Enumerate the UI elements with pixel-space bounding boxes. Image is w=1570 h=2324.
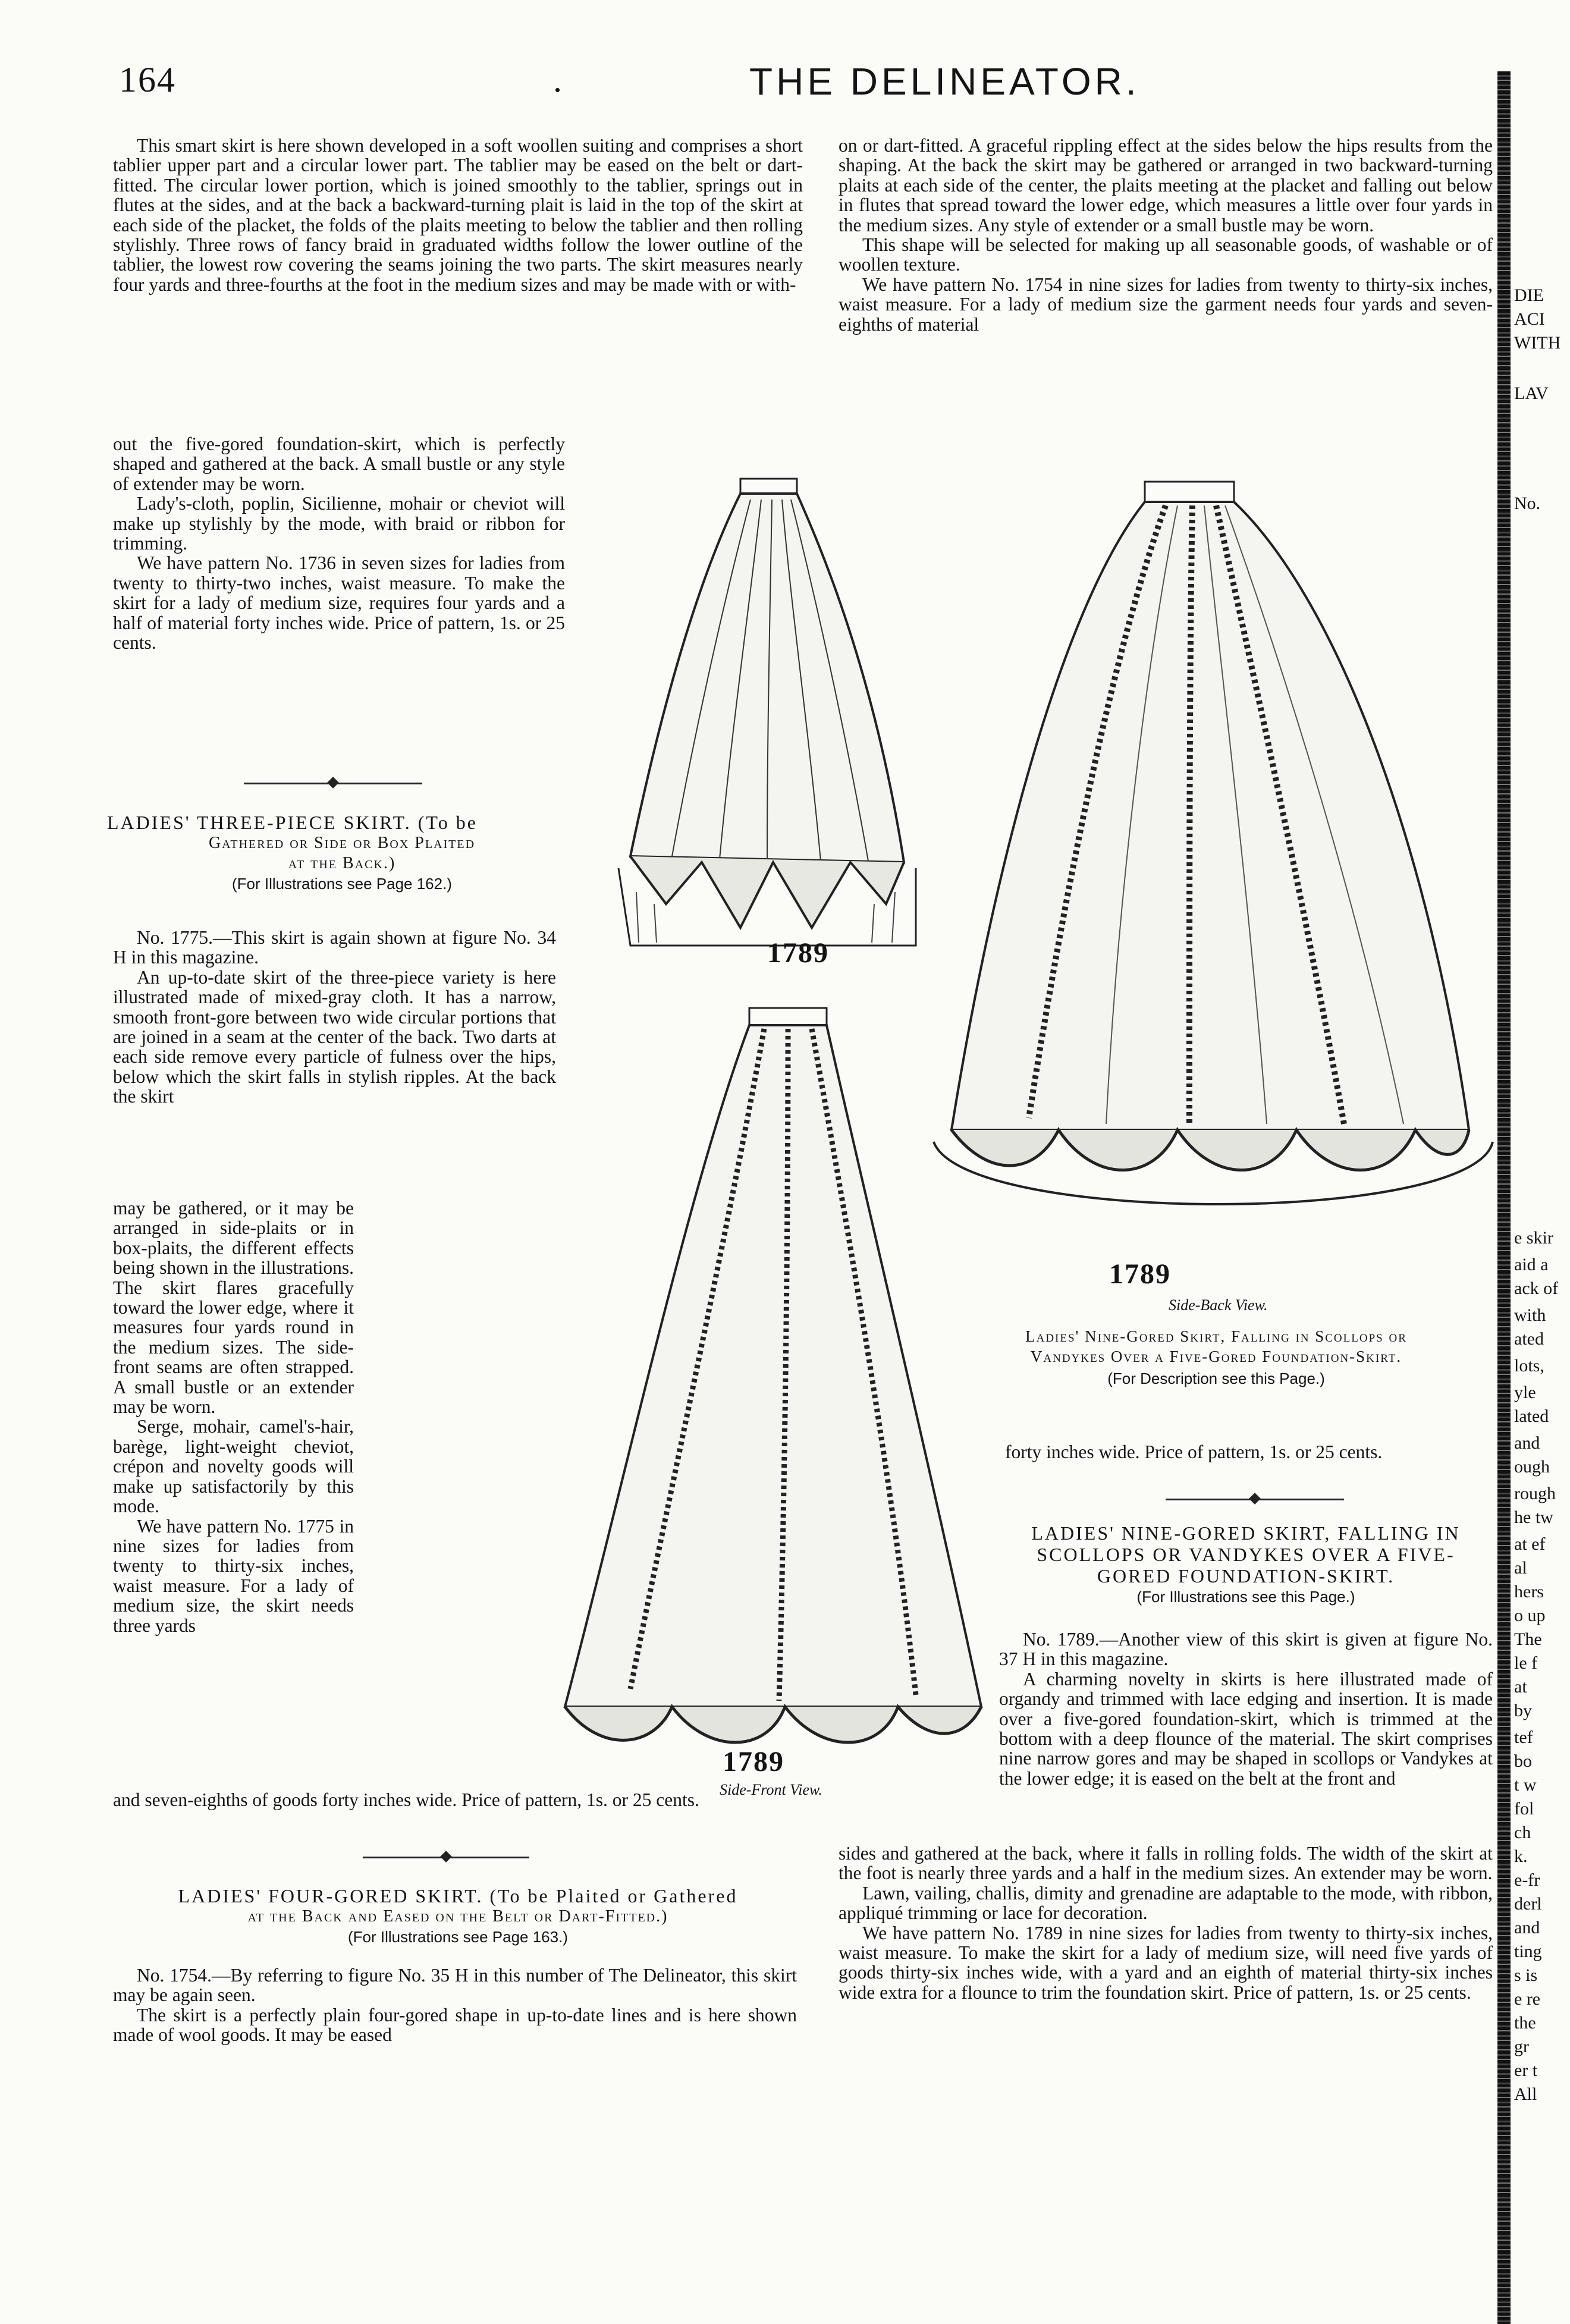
paragraph: We have pattern No. 1789 in nine sizes for ladies from twenty to thirty-six inches, waist measure. To make the skirt for a lady of medium size, will need five yards of goods thirty-six inches wide, with a yard and an eighth of material thirty-six inches wide extra for a flounce to trim the foundation skirt. Price of pattern, 1s. or 25 cents.	[839, 1922, 1493, 2003]
edge-fragment: e re	[1514, 1989, 1541, 2009]
four-gored-title: LADIES' FOUR-GORED SKIRT. (To be Plaited or Gathered	[178, 1885, 738, 1907]
edge-fragment: er t	[1514, 2061, 1538, 2080]
paragraph: sides and gathered at the back, where it falls in rolling folds. The width of the skirt at the foot is nearly three yards and a half in the medium sizes. An extender may be worn.	[839, 1843, 1493, 1884]
nine-gored-text-b	[839, 1844, 1493, 2002]
edge-fragment: WITH	[1514, 333, 1561, 353]
caption-ref: (For Description see this Page.)	[1107, 1370, 1325, 1387]
paragraph: No. 1754.—By referring to figure No. 35 H in this number of The Delineator, this skirt may be again seen.	[113, 1965, 797, 2006]
nine-gored-title-2: SCOLLOPS OR VANDYKES OVER A FIVE-	[1037, 1544, 1455, 1565]
paragraph: We have pattern No. 1736 in seven sizes for ladies from twenty to thirty-two inches, waist measure. To make the skirt for a lady of medium size, requires four yards and a half of material forty inches wide. Price of pattern, 1s. or 25 cents.	[113, 552, 565, 654]
edge-fragment: with	[1514, 1305, 1546, 1325]
figure-number-side-back: 1789	[1109, 1258, 1171, 1290]
caption-title-1: Ladies' Nine-Gored Skirt, Falling in Scollops or	[1025, 1327, 1407, 1345]
four-gored-heading	[107, 1885, 809, 1947]
edge-fragment: LAV	[1514, 384, 1549, 403]
nine-gored-title-3: GORED FOUNDATION-SKIRT.	[1097, 1565, 1395, 1587]
edge-fragment: derl	[1514, 1894, 1542, 1914]
binding-edge	[1493, 71, 1570, 2324]
col2-carry-text	[1005, 1442, 1493, 1462]
side-back-skirt-illustration	[916, 476, 1499, 1261]
edge-fragment: bo	[1514, 1751, 1532, 1771]
three-piece-subtitle-2: at the Back.)	[288, 854, 396, 872]
edge-fragment: ough	[1514, 1457, 1550, 1477]
edge-fragment: DIE	[1514, 285, 1544, 305]
three-piece-ref: (For Illustrations see Page 162.)	[232, 875, 452, 893]
paragraph: Lady's-cloth, poplin, Sicilienne, mohair or cheviot will make up stylishly by the mode, with braid or ribbon for trimming.	[113, 493, 565, 554]
four-gored-subtitle: at the Back and Eased on the Belt or Dart-Fitted.)	[247, 1907, 668, 1926]
edge-fragment: fol	[1514, 1799, 1534, 1819]
paragraph: No. 1789.—Another view of this skirt is given at figure No. 37 H in this magazine.	[999, 1629, 1493, 1670]
edge-fragment: le f	[1514, 1653, 1538, 1673]
page-number: 164	[119, 60, 176, 99]
edge-fragment: al	[1514, 1558, 1527, 1578]
section-rule	[363, 1857, 529, 1858]
col2-top-text	[839, 136, 1493, 334]
edge-fragment: at	[1514, 1677, 1527, 1697]
side-front-skirt-illustration	[553, 1005, 993, 1772]
edge-fragment: and	[1514, 1433, 1540, 1453]
page-header	[119, 59, 1451, 125]
edge-fragment: e skir	[1514, 1228, 1553, 1248]
paragraph: Serge, mohair, camel's-hair, barège, light-weight cheviot, crépon and novelty goods will make up satisfactorily by this mode.	[113, 1416, 354, 1517]
section-rule	[244, 783, 422, 784]
three-piece-text-c	[113, 1790, 797, 1810]
edge-fragment: lated	[1514, 1406, 1549, 1426]
edge-fragment: No.	[1514, 494, 1541, 513]
edge-fragment: ch	[1514, 1823, 1531, 1842]
nine-gored-title-1: LADIES' NINE-GORED SKIRT, FALLING IN	[1031, 1522, 1461, 1544]
paragraph: and seven-eighths of goods forty inches wide. Price of pattern, 1s. or 25 cents.	[113, 1789, 699, 1810]
edge-fragment: at ef	[1514, 1534, 1546, 1554]
edge-fragment: The	[1514, 1629, 1542, 1649]
edge-fragment: ting	[1514, 1942, 1542, 1961]
three-piece-title: LADIES' THREE-PIECE SKIRT. (To be	[107, 812, 478, 833]
edge-fragment: tef	[1514, 1728, 1533, 1747]
four-gored-text	[113, 1965, 797, 2045]
header-dot: .	[553, 60, 562, 99]
three-piece-subtitle-1: Gathered or Side or Box Plaited	[208, 834, 476, 852]
nine-gored-figure-caption	[940, 1326, 1493, 1390]
nine-gored-heading	[999, 1522, 1493, 1607]
edge-fragment: k.	[1514, 1846, 1528, 1866]
section-rule	[1166, 1499, 1344, 1500]
three-piece-text-b	[113, 1198, 354, 1635]
four-gored-ref: (For Illustrations see Page 163.)	[348, 1928, 568, 1946]
paragraph: A charming novelty in skirts is here illustrated made of organdy and trimmed with lace edging and insertion. It is made over a five-gored foundation-skirt, which is trimmed at the bottom with a deep flounce of the material. The skirt comprises nine narrow gores and may be shaped in scollops or Vandykes at the lower edge; it is eased on the belt at the front and	[999, 1668, 1493, 1789]
paragraph: We have pattern No. 1754 in nine sizes for ladies from twenty to thirty-six inches, waist measure. For a lady of medium size the garment needs four yards and seven-eighths of material	[839, 274, 1493, 335]
binding-strip	[1497, 71, 1511, 2324]
paragraph: This shape will be selected for making up all seasonable goods, of washable or of woollen texture.	[839, 234, 1493, 275]
edge-fragment: All	[1514, 2084, 1537, 2104]
edge-fragment: ACI	[1514, 309, 1545, 329]
paragraph: This smart skirt is here shown developed in a soft woollen suiting and comprises a short tablier upper part and a circular lower part. The tablier may be eased on the belt or dart-fitted. The circular lower portion, which is joined smoothly to the tablier, springs out in flutes at the sides, and at the back a backward-turning plait is laid in the top of the skirt at each side of the placket, the folds of the plaits meeting to below the tablier and then rolling stylishly. Three rows of fancy braid in graduated widths follow the lower outline of the tablier, the lowest row covering the seams joining the two parts. The skirt measures nearly four yards and three-fourths at the foot in the medium sizes and may be made with or with-	[113, 135, 803, 295]
paragraph: We have pattern No. 1775 in nine sizes for ladies from twenty to thirty-six inches, waist measure. For a lady of medium size, the skirt needs three yards	[113, 1515, 354, 1636]
edge-fragment: he tw	[1514, 1508, 1553, 1527]
edge-fragment: s is	[1514, 1965, 1538, 1985]
paragraph: An up-to-date skirt of the three-piece variety is here illustrated made of mixed-gray cloth. It has a narrow, smooth front-gore between two wide circular portions that are joined in a seam at the center of the back. Two darts at each side remove every particle of fulness over the hips, below which the skirt falls in stylish ripples. At the back the skirt	[113, 966, 556, 1107]
edge-fragment: o up	[1514, 1606, 1546, 1625]
paragraph: Lawn, vailing, challis, dimity and grenadine are adaptable to the mode, with ribbon, appliqué trimming or lace for decoration.	[839, 1882, 1493, 1924]
edge-fragment: and	[1514, 1918, 1540, 1937]
edge-fragment: rough	[1514, 1484, 1556, 1503]
page-title: THE DELINEATOR.	[749, 60, 1140, 103]
paragraph: No. 1775.—This skirt is again shown at figure No. 34 H in this magazine.	[113, 927, 556, 968]
figure-caption-side-back: Side-Back View.	[1169, 1296, 1268, 1314]
edge-fragment: aid a	[1514, 1255, 1549, 1274]
nine-gored-ref: (For Illustrations see this Page.)	[1136, 1588, 1355, 1606]
edge-fragment: hers	[1514, 1582, 1544, 1601]
edge-fragment: ack of	[1514, 1279, 1559, 1298]
edge-fragment: by	[1514, 1701, 1532, 1720]
edge-fragment: the	[1514, 2013, 1536, 2033]
edge-fragment: ated	[1514, 1329, 1544, 1349]
edge-fragment: yle	[1514, 1383, 1536, 1402]
paragraph: The skirt is a perfectly plain four-gored shape in up-to-date lines and is here shown made of wool goods. It may be eased	[113, 2004, 797, 2046]
col1-narrow-text	[113, 434, 565, 652]
edge-fragment: lots,	[1514, 1356, 1544, 1375]
paragraph: out the five-gored foundation-skirt, which is perfectly shaped and gathered at the back. A small bustle or any style of extender may be worn.	[113, 434, 565, 494]
edge-fragment: gr	[1514, 2037, 1529, 2056]
col1-top-text	[113, 136, 803, 294]
small-skirt-illustration	[595, 476, 940, 963]
figure-caption-side-front: Side-Front View.	[720, 1781, 822, 1798]
paragraph: may be gathered, or it may be arranged in side-plaits or in box-plaits, the different effects being shown in the illustrations. The skirt flares gracefully toward the lower edge, where it measures four yards round in the medium sizes. The side-front seams are often strapped. A small bustle or an extender may be worn.	[113, 1198, 354, 1418]
paragraph: on or dart-fitted. A graceful rippling effect at the sides below the hips results from the shaping. At the back the skirt may be gathered or arranged in two backward-turning plaits at each side of the center, the plaits meeting at the placket and falling out below in flutes that spread toward the lower edge, which measures a little over four yards in the medium sizes. Any style of extender or a small bustle may be worn.	[839, 135, 1493, 235]
edge-fragment: e-fr	[1514, 1870, 1540, 1890]
paragraph: forty inches wide. Price of pattern, 1s. or 25 cents.	[1005, 1441, 1383, 1462]
three-piece-text-a	[113, 928, 556, 1107]
figure-number-side-front: 1789	[723, 1746, 784, 1777]
edge-fragment: t w	[1514, 1775, 1537, 1795]
figure-number-small: 1789	[767, 937, 829, 969]
caption-title-2: Vandykes Over a Five-Gored Foundation-Skirt.	[1030, 1348, 1402, 1365]
nine-gored-text-a	[999, 1629, 1493, 1788]
three-piece-heading	[107, 812, 577, 894]
